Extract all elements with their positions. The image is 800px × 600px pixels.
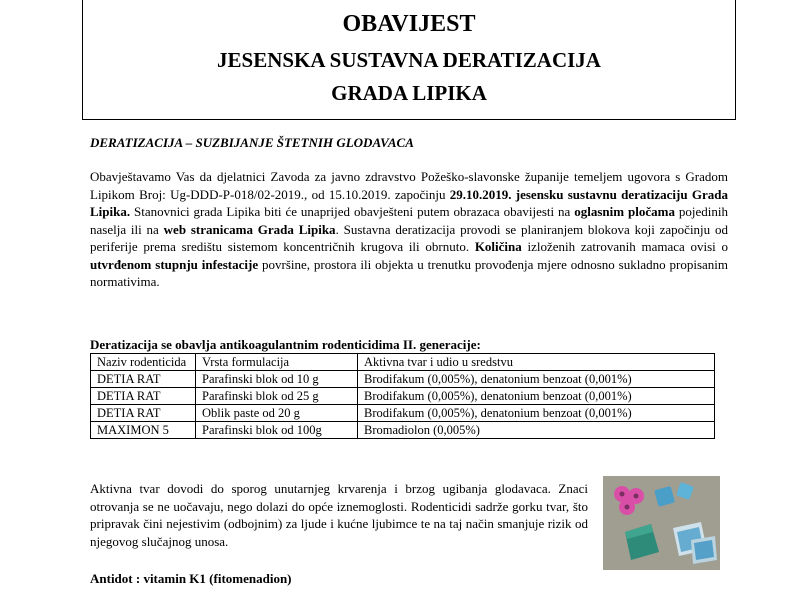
paste-content [694,540,714,560]
table-cell: Bromadiolon (0,005%) [358,422,715,439]
section-subheading: DERATIZACIJA – SUZBIJANJE ŠTETNIH GLODAVACA [90,135,414,150]
bait-hole [620,492,625,497]
table-row [91,371,715,388]
table-row [91,405,715,422]
table-cell: Parafinski blok od 10 g [196,371,358,388]
intro-text-3: pojedinih naselja ili na [90,204,728,237]
table-header-cell: Vrsta formulacija [196,354,358,371]
table-row [91,388,715,405]
table-cell: Brodifakum (0,005%), denatonium benzoat (0,001%) [358,388,715,405]
title-line-3: GRADA LIPIKA [331,81,487,105]
table-header-cell: Aktivna tvar i udio u sredstvu [358,354,715,371]
intro-text-6: površine, prostora ili objekta u trenutku provođenja mjere odnosno sukladno propisanim normativima. [90,256,729,289]
table-cell: DETIA RAT [91,388,196,405]
antidote-text: Antidot : vitamin K1 (fitomenadion) [90,571,292,586]
bait-hole [634,494,639,499]
table-cell: Brodifakum (0,005%), denatonium benzoat (0,001%) [358,371,715,388]
page-title: OBAVIJEST [342,11,476,37]
intro-bold-infestation: utvrđenom stupnju infestacije [90,256,259,272]
bait-hole [625,505,630,510]
table-row [91,422,715,439]
table-cell: Brodifakum (0,005%), denatonium benzoat (0,001%) [358,405,715,422]
intro-bold-boards: oglasnim pločama [574,204,675,219]
table-cell: DETIA RAT [91,405,196,422]
table-cell: Parafinski blok od 25 g [196,388,358,405]
intro-bold-web: web stranicama Grada Lipika [163,221,336,237]
title-line-2: JESENSKA SUSTAVNA DERATIZACIJA [217,48,601,72]
table-cell: Parafinski blok od 100g [196,422,358,439]
table-title: Deratizacija se obavlja antikoagulantnim rodenticidima II. generacije: [90,337,481,352]
table-cell: DETIA RAT [91,371,196,388]
effect-paragraph: Aktivna tvar dovodi do sporog unutarnjeg krvarenja i brzog ugibanja glodavaca. Znaci otrovanja se ne uočavaju, nego dolazi do opće iznemoglosti. Rodenticidi sadrže gorku tvar, što pripravak čini nejestivim (odbojnim) za ljude i kućne ljubimce te na taj način smanjuje rizik od njegovog slučajnog unosa. [90,481,588,549]
table-cell: MAXIMON 5 [91,422,196,439]
table-header-row [91,354,715,371]
table-header-cell: Naziv rodenticida [91,354,196,371]
table-cell: Oblik paste od 20 g [196,405,358,422]
intro-text-4: . Sustavna deratizacija provodi se planiranjem blokova koji započinju od periferije prema središtu sistemom koncentričnih krugova ili obrnuto. [90,221,728,254]
intro-text-1: Obavještavamo Vas da djelatnici Zavoda za javno zdravstvo Požeško-slavonske županije temeljem ugovora s Gradom Lipikom Broj: Ug-DDD-P-018/02-2019., od 15.10.2019. započinju [90,169,728,202]
title-box [82,0,736,120]
intro-text-2: Stanovnici grada Lipika biti će unaprijed obavješteni putem obrazaca obavijesti na [130,204,575,219]
intro-bold-quantity: Količina [474,239,522,254]
intro-bold-date: 29.10.2019. jesensku sustavnu deratizaciju Grada Lipika. [90,186,728,219]
rodenticide-table [90,353,715,439]
intro-paragraph [90,168,728,291]
intro-text-5: izloženih zatrovanih mamaca ovisi o [521,239,728,254]
rodenticide-bait-photo [603,476,720,570]
